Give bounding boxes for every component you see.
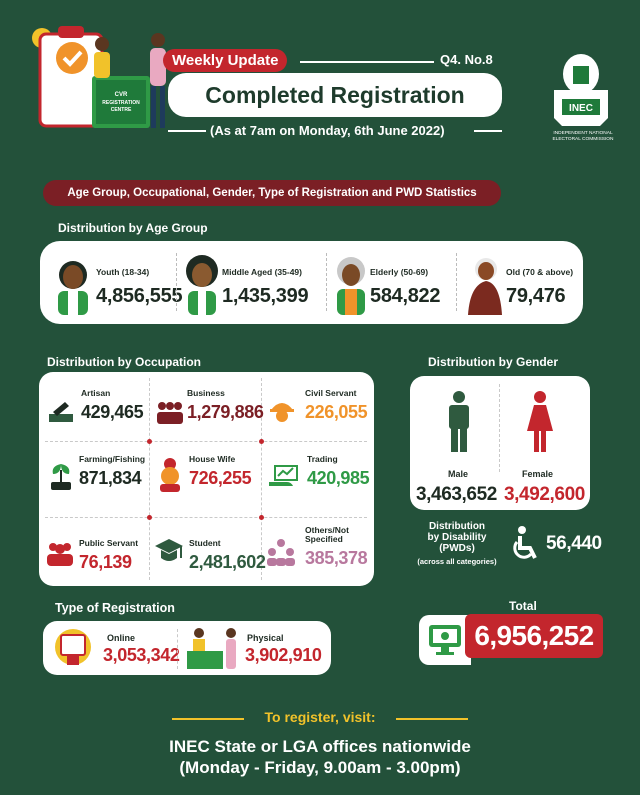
house-wife-icon: [155, 456, 185, 492]
occupation-label-public-servant: Public Servant: [79, 538, 139, 548]
occupation-label-business: Business: [187, 388, 225, 398]
age-item-old: [464, 251, 574, 315]
occupation-value-student: 2,481,602: [189, 552, 266, 572]
total-value: 6,956,252: [465, 614, 603, 658]
online-value: 3,053,342: [103, 645, 180, 665]
occupation-label-trading: Trading: [307, 454, 338, 464]
female-icon: [526, 390, 554, 452]
occupation-business: [153, 380, 263, 450]
svg-text:CENTRE: CENTRE: [110, 107, 132, 113]
occupation-value-trading: 420,985: [307, 468, 370, 488]
occupation-civil-servant: [265, 380, 375, 450]
occupation-label-artisan: Artisan: [81, 388, 111, 398]
svg-text:CVR: CVR: [114, 92, 128, 98]
occupation-value-others: 385,378: [305, 548, 368, 568]
old-age-icon: [464, 255, 504, 315]
occupation-label-house-wife: House Wife: [189, 454, 236, 464]
registration-divider: [177, 629, 178, 669]
registration-card: [43, 621, 331, 675]
occupation-label-student: Student: [189, 538, 221, 548]
occupation-student: [153, 524, 266, 594]
footer-rule-right: [396, 718, 468, 720]
age-value-middle: 1,435,399: [222, 285, 309, 307]
occupation-trading: [265, 450, 375, 520]
pwd-label: Distribution by Disability (PWDs): [427, 521, 487, 554]
header-rule-bottom-right: [474, 130, 502, 132]
male-value: 3,463,652: [416, 484, 497, 505]
occupation-label-civil-servant: Civil Servant: [305, 388, 357, 398]
occupation-title: Distribution by Occupation: [47, 355, 202, 369]
gender-divider: [499, 384, 500, 472]
occupation-value-business: 1,279,886: [187, 402, 264, 422]
age-value-youth: 4,856,555: [96, 285, 183, 307]
middle-aged-icon: [186, 253, 218, 315]
age-divider: [326, 253, 327, 311]
occupation-farming: [43, 450, 153, 520]
age-label-youth: Youth (18-34): [96, 267, 150, 277]
public-servant-icon: [45, 540, 75, 566]
pwd-value: 56,440: [546, 533, 602, 554]
header-rule-top: [300, 61, 434, 63]
age-item-elderly: [336, 251, 456, 315]
age-value-elderly: 584,822: [370, 285, 441, 307]
total-label: Total: [509, 599, 537, 613]
gender-card: [410, 376, 590, 510]
elderly-icon: [336, 253, 366, 315]
age-item-youth: [54, 251, 183, 315]
age-value-old: 79,476: [506, 285, 566, 307]
occupation-artisan: [43, 380, 153, 450]
registration-title: Type of Registration: [55, 601, 175, 615]
physical-value: 3,902,910: [245, 645, 322, 665]
business-icon: [155, 398, 185, 426]
svg-text:REGISTRATION: REGISTRATION: [102, 100, 140, 106]
register-locations: INEC State or LGA offices nationwide: [169, 737, 471, 756]
female-label: Female: [522, 469, 554, 479]
occupation-value-artisan: 429,465: [81, 402, 144, 422]
occupation-card: [39, 372, 374, 586]
student-icon: [153, 536, 185, 566]
occupation-label-others: Others/Not Specified: [305, 525, 349, 544]
register-hours: (Monday - Friday, 9.00am - 3.00pm): [179, 758, 461, 777]
artisan-icon: [47, 398, 75, 426]
as-at-date: (As at 7am on Monday, 6th June 2022): [210, 123, 445, 138]
register-visit-heading: To register, visit:: [264, 709, 376, 725]
age-divider: [456, 253, 457, 311]
inec-logo-subtitle: INDEPENDENT NATIONAL ELECTORAL COMMISSION: [552, 131, 614, 142]
wheelchair-icon: [510, 526, 542, 562]
issue-number: Q4. No.8: [440, 52, 493, 67]
farming-icon: [47, 460, 75, 492]
physical-label: Physical: [247, 633, 284, 643]
online-label: Online: [107, 633, 136, 643]
trading-icon: [267, 464, 301, 490]
others-icon: [265, 538, 297, 568]
weekly-update-badge: Weekly Update: [163, 49, 287, 72]
gender-title: Distribution by Gender: [428, 355, 559, 369]
occupation-value-public-servant: 76,139: [79, 552, 132, 572]
civil-servant-icon: [267, 396, 297, 426]
youth-icon: [54, 255, 92, 315]
age-label-middle: Middle Aged (35-49): [222, 267, 302, 277]
header-rule-bottom-left: [168, 130, 206, 132]
statistics-banner: Age Group, Occupational, Gender, Type of Registration and PWD Statistics: [43, 180, 501, 206]
age-item-middle: [186, 251, 326, 315]
pwd-subtitle: (across all categories): [417, 557, 497, 566]
male-label: Male: [448, 469, 469, 479]
total-icon-box: [419, 615, 471, 665]
page-title: Completed Registration: [168, 73, 502, 117]
occupation-value-house-wife: 726,255: [189, 468, 252, 488]
registration-centre-illustration: [30, 18, 180, 146]
occupation-value-farming: 871,834: [79, 468, 142, 488]
occupation-value-civil-servant: 226,055: [305, 402, 368, 422]
monitor-icon: [427, 623, 463, 657]
online-registration-icon: [51, 625, 97, 671]
age-divider: [176, 253, 177, 311]
occupation-house-wife: [153, 450, 263, 520]
occupation-others: [265, 524, 375, 594]
occupation-label-farming: Farming/Fishing: [79, 454, 146, 464]
occupation-public-servant: [43, 524, 153, 594]
inec-logo-text: INEC: [569, 103, 593, 114]
age-label-elderly: Elderly (50-69): [370, 267, 429, 277]
age-group-title: Distribution by Age Group: [58, 221, 208, 235]
male-icon: [446, 390, 472, 452]
female-value: 3,492,600: [504, 484, 585, 505]
physical-registration-icon: [185, 625, 241, 671]
age-label-old: Old (70 & above): [506, 267, 574, 277]
age-group-card: [40, 241, 583, 324]
